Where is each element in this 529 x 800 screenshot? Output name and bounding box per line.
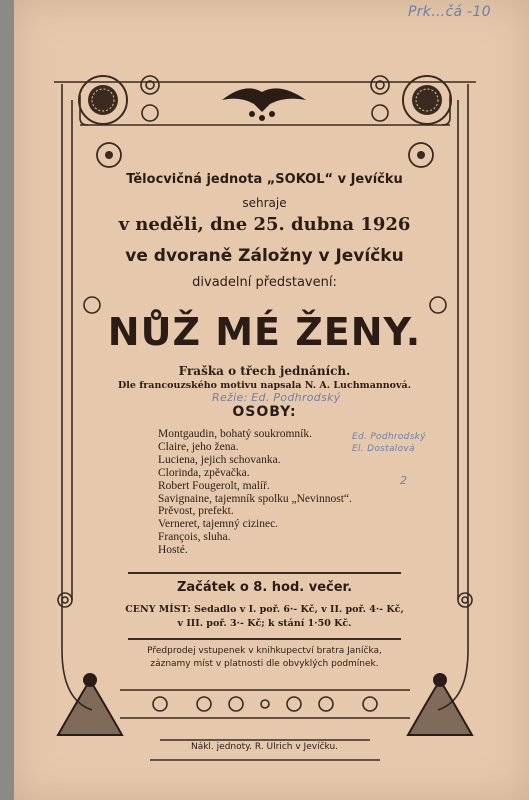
- play-title: NŮŽ MÉ ŽENY.: [107, 310, 422, 354]
- prices-line: v III. poř. 3·- Kč; k stání 1·50 Kč.: [177, 618, 352, 629]
- start-time: Začátek o 8. hod. večer.: [176, 580, 353, 595]
- cast-item: Claire, jeho žena.: [158, 440, 239, 453]
- source-line: Dle francouzského motivu napsala N. A. Luchmannová.: [118, 380, 411, 391]
- lyre-ornament-icon: [58, 674, 472, 735]
- organizer-line: Tělocvičná jednota „SOKOL“ v Jevíčku: [126, 172, 403, 187]
- date-line: v neděli, dne 25. dubna 1926: [118, 214, 411, 235]
- cast-item: Luciena, jejich schovanka.: [158, 453, 281, 466]
- handwritten-actor-note: El. Dostalová: [352, 444, 415, 454]
- cast-item: Savignaine, tajemník spolku „Nevinnost“.: [158, 492, 352, 505]
- venue-line: ve dvoraně Záložny v Jevíčku: [125, 246, 404, 266]
- verb-line: sehraje: [242, 196, 287, 210]
- cast-item: Clorinda, zpěvačka.: [158, 466, 250, 479]
- presale-line: Předprodej vstupenek v knihkupectví bratra Janíčka,: [147, 646, 382, 656]
- divider-line: [128, 572, 401, 574]
- cast-item: Prěvost, prefekt.: [158, 505, 234, 518]
- cast-item: Robert Fougerolt, malíř.: [158, 479, 270, 492]
- cast-item: Montgaudin, bohatý soukromník.: [158, 428, 312, 440]
- handwritten-director-note: Režie: Ed. Podhrodský: [212, 391, 341, 404]
- cast-heading: OSOBY:: [232, 404, 297, 420]
- printer-line: Nákl. jednoty. R. Ulrich v Jevíčku.: [190, 742, 339, 752]
- prices-line: CENY MÍST: Sedadlo v I. poř. 6·- Kč, v II. poř. 4·- Kč,: [125, 604, 404, 615]
- cast-list: [158, 428, 352, 557]
- handwritten-actor-note: Ed. Podhrodský: [352, 432, 426, 442]
- corner-rosette-icon: [79, 76, 451, 167]
- divider-line: [128, 638, 401, 640]
- cast-item: Verneret, tajemný cizinec.: [158, 518, 279, 531]
- cast-item: François, sluha.: [158, 531, 231, 544]
- sokol-eagle-icon: [222, 88, 306, 121]
- cast-item: Hosté.: [158, 544, 188, 557]
- handwritten-corner-note: Prk…čá -10: [408, 4, 491, 20]
- presale-line: záznamy míst v platnosti dle obvyklých podmínek.: [150, 659, 379, 669]
- handwritten-mark: 2: [400, 474, 408, 487]
- event-line: divadelní představení:: [192, 275, 337, 290]
- genre-line: Fraška o třech jednáních.: [178, 364, 351, 378]
